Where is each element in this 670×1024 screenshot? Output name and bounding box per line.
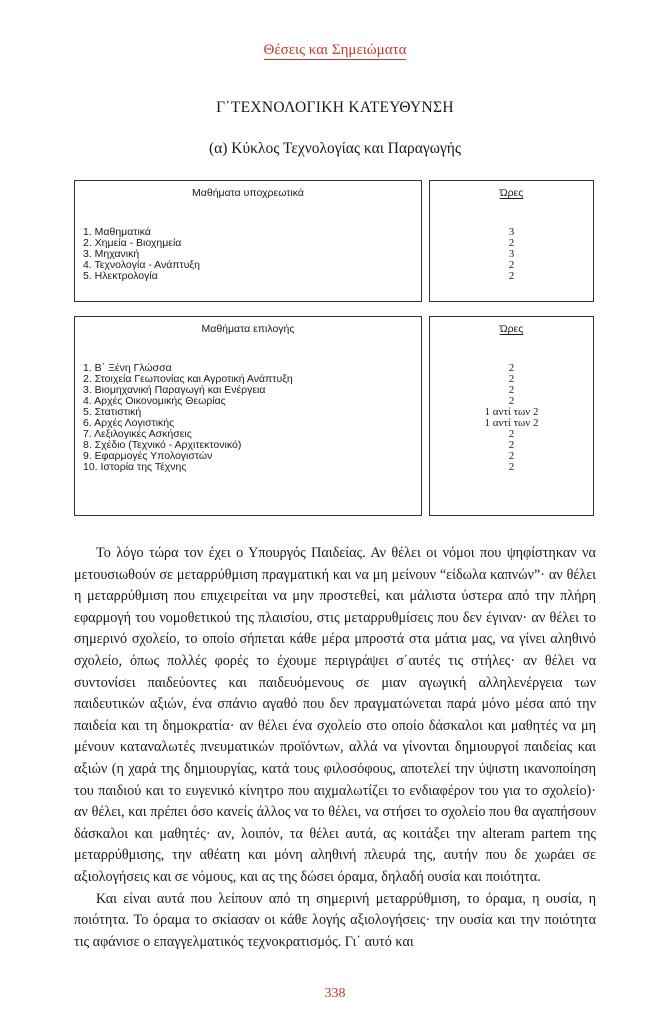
list-item: 3. Βιομηχανική Παραγωγή και Ενέργεια (83, 384, 266, 396)
hours-value: 2 (508, 362, 515, 374)
list-item: 9. Εφαρμογές Υπολογιστών (83, 450, 213, 462)
elective-hours-box (429, 316, 594, 516)
elective-subjects-title: Μαθήματα επιλογής (201, 323, 295, 335)
list-item: 5. Ηλεκτρολογία (83, 270, 158, 282)
hours-value: 2 (508, 259, 515, 271)
hours-value: 3 (508, 226, 515, 238)
list-item: 5. Στατιστική (83, 406, 142, 418)
hours-value: 2 (508, 450, 515, 462)
body-paragraph: Το λόγο τώρα τον έχει ο Υπουργός Παιδείας. Αν θέλει οι νόμοι που ψηφίστηκαν να μετουσιωθούν σε μεταρρύθμιση πραγματική και να μη μείνουν “είδωλα καπνών”· αν θέλει η μεταρρύθμιση που επιχειρείται να μην προστεθεί, και μάλιστα ύστερα από την πλήρη εφαρμογή του νομοθετικού της πλαισίου, στις μεταρρυθμίσεις που δεν έγιναν· αν θέλει το σημερινό σχολείο, το οποίο σήπεται κάθε μέρα μπροστά στα μάτια μας, να γίνει αληθινό σχολείο, όπως πολλές φορές το έχουμε περιγράψει σ΄αυτές τις στήλες· αν θέλει να συντονίσει παιδεύοντες και παιδευόμενους σε μιαν αγωγική αλληλενέργεια των παιδευτικών αξιών, ένα σπάνιο αγαθό που δεν πραγματώνεται παρά μόνο μέσα από την παιδεία και τη δημοκρατία· αν θέλει ένα σχολείο στο οποίο δάσκαλοι και μαθητές να μη μένουν καταναλωτές πνευματικών προϊόντων, αλλά να γίνονται δημιουργοί παιδείας και αξιών (η χαρά της δημιουργίας, κατά τους φιλοσόφους, αποτελεί την ύψιστη ικανοποίηση του παιδιού και το ευγενικό κίνητρο που αιχμαλωτίζει το ενδιαφέρον του για το σχολείο)· αν θέλει, και πρέπει όσο κανείς άλλος να το θέλει, να στήσει το σχολείο που θα αγαπήσουν δάσκαλοι και μαθητές· αν, λοιπόν, τα θέλει αυτά, ας κοιτάξει την alteram partem της μεταρρύθμισης, την αθέατη και μόνη αληθινή πλευρά της, αυτήν που δε χωράει σε αξιολογήσεις και σε νόμους, και ας της δώσει όραμα, δηλαδή ουσία και ποιότητα. (74, 545, 596, 885)
compulsory-subjects-title: Μαθήματα υποχρεωτικά (192, 187, 304, 199)
list-item: 4. Αρχές Οικονομικής Θεωρίας (83, 395, 226, 407)
list-item: 2. Στοιχεία Γεωπονίας και Αγροτική Ανάπτυξη (83, 373, 293, 385)
hours-value: 2 (508, 270, 515, 282)
running-header (0, 42, 670, 59)
section-title: Γ΄ΤΕΧΝΟΛΟΓΙΚΗ ΚΑΤΕΥΘΥΝΣΗ (216, 99, 454, 116)
hours-value: 2 (508, 428, 515, 440)
article-body (74, 543, 596, 953)
elective-subjects-box (74, 316, 422, 516)
hours-value: 3 (508, 248, 515, 260)
hours-value: 2 (508, 395, 515, 407)
list-item: 7. Λεξιλογικές Ασκήσεις (83, 428, 192, 440)
list-item: 8. Σχέδιο (Τεχνικό - Αρχιτεκτονικό) (83, 439, 242, 451)
hours-value: 2 (508, 384, 515, 396)
elective-hours-list (430, 363, 593, 473)
running-title: Θέσεις και Σημειώματα (263, 42, 407, 58)
hours-value: 2 (508, 373, 515, 385)
hours-value: 2 (508, 439, 515, 451)
compulsory-hours-title: Ώρες (499, 187, 524, 199)
hours-value: 1 αντί των 2 (484, 406, 539, 418)
compulsory-hours-list (430, 227, 593, 282)
body-paragraph: Και είναι αυτά που λείπουν από τη σημερινή μεταρρύθμιση, το όραμα, η ουσία, η ποιότητα. Το όραμα το σκίασαν οι κάθε λογής αξιολογήσεις· την ουσία και την ποιότητα τις αφάνισε ο επαγγελματικός τεχνοκρατισμός. Γι΄ αυτό και (74, 890, 596, 950)
list-item: 10. Ιστορία της Τέχνης (83, 461, 187, 473)
compulsory-subjects-list (75, 227, 421, 282)
hours-value: 1 αντί των 2 (484, 417, 539, 429)
hours-value: 2 (508, 237, 515, 249)
elective-hours-title: Ώρες (499, 323, 524, 335)
page-number: 338 (324, 986, 346, 1001)
elective-subjects-list (75, 363, 421, 473)
list-item: 6. Αρχές Λογιστικής (83, 417, 175, 429)
hours-value: 2 (508, 461, 515, 473)
list-item: 1. Β΄ Ξένη Γλώσσα (83, 362, 172, 374)
compulsory-subjects-box (74, 180, 422, 302)
list-item: 2. Χημεία - Βιοχημεία (83, 237, 182, 249)
list-item: 3. Μηχανική (83, 248, 140, 260)
list-item: 1. Μαθηματικά (83, 226, 151, 238)
section-subtitle: (α) Κύκλος Τεχνολογίας και Παραγωγής (208, 140, 462, 157)
list-item: 4. Τεχνολογία - Ανάπτυξη (83, 259, 200, 271)
compulsory-hours-box (429, 180, 594, 302)
